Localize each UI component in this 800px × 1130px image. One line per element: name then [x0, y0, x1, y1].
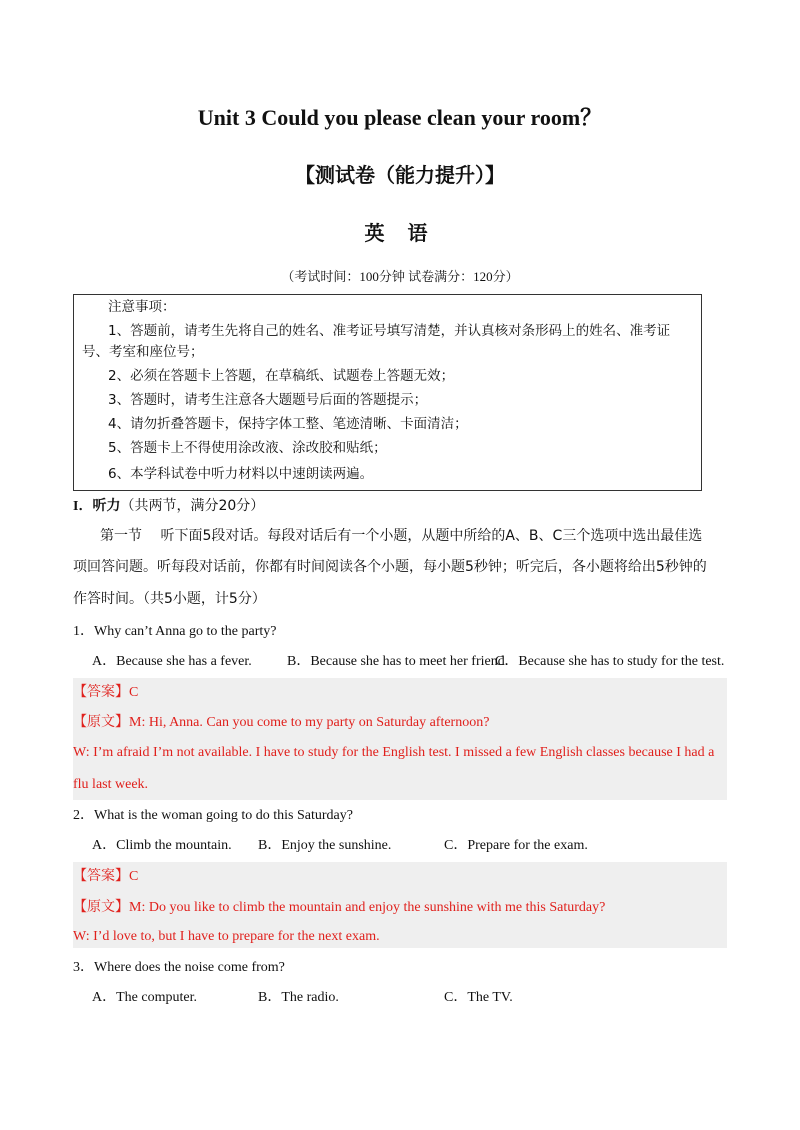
script-text: W: I’d love to, but I have to prepare for the next exam. [73, 929, 380, 944]
script-text: M: Hi, Anna. Can you come to my party on Saturday afternoon? [129, 715, 490, 730]
notice-item: 2、必须在答题卡上答题，在草稿纸、试题卷上答题无效； [108, 368, 455, 384]
answer-value: C [129, 685, 139, 700]
notice-item: 5、答题卡上不得使用涂改液、涂改胶和贴纸； [108, 440, 387, 456]
option-a: A．Because she has a fever. [92, 654, 252, 669]
option-a: A．The computer. [92, 990, 197, 1005]
script-line [73, 895, 605, 920]
script-line [73, 710, 489, 735]
instruction-line: 作答时间。（共5小题，计5分） [73, 591, 266, 607]
instruction-line: 项回答问题。听每段对话前，你都有时间阅读各个小题，每小题5秒钟；听完后，各小题将给出5秒钟的 [73, 559, 707, 575]
notice-heading: 注意事项： [108, 299, 176, 315]
option-b: B．The radio. [258, 990, 339, 1005]
notice-box [73, 294, 702, 491]
script-text: W: I’m afraid I’m not available. I have to study for the English test. I missed a few English classes because I had a [73, 745, 715, 760]
answer-value: C [129, 869, 139, 884]
notice-item: 3、答题时，请考生注意各大题题号后面的答题提示； [108, 392, 428, 408]
page-title: Unit 3 Could you please clean your room？ [197, 105, 603, 130]
option-c: C．The TV. [444, 990, 513, 1005]
script-tag: 【原文】 [73, 899, 129, 915]
script-tag: 【原文】 [73, 714, 129, 730]
instruction-line: 第一节 听下面5段对话。每段对话后有一个小题，从题中所给的A、B、C三个选项中选出最佳选 [100, 528, 703, 544]
script-text: M: Do you like to climb the mountain and enjoy the sunshine with me this Saturday? [129, 900, 606, 915]
question-stem: 3．Where does the noise come from? [73, 960, 285, 975]
option-c: C．Prepare for the exam. [444, 838, 588, 853]
notice-item: 4、请勿折叠答题卡，保持字体工整、笔迹清晰、卡面清洁； [108, 416, 468, 432]
script-text: flu last week. [73, 777, 149, 792]
option-b: B．Because she has to meet her friend. [287, 654, 509, 669]
section-heading [73, 494, 264, 519]
option-b: B．Enjoy the sunshine. [258, 838, 392, 853]
notice-item: 号、考室和座位号； [82, 344, 204, 360]
answer-tag: 【答案】 [73, 684, 129, 700]
answer-box [73, 862, 727, 948]
option-c: C．Because she has to study for the test. [495, 654, 725, 669]
notice-item: 1、答题前，请考生先将自己的姓名、准考证号填写清楚，并认真核对条形码上的姓名、准考证 [108, 323, 671, 339]
notice-item: 6、本学科试卷中听力材料以中速朗读两遍。 [108, 466, 374, 482]
subject-heading: 英 语 [364, 221, 436, 245]
question-stem: 2．What is the woman going to do this Saturday? [73, 808, 353, 823]
answer-box [73, 678, 727, 800]
answer-line [73, 864, 138, 889]
exam-info: （考试时间：100分钟 试卷满分：120分） [281, 269, 519, 284]
answer-tag: 【答案】 [73, 868, 129, 884]
page-subtitle: 【测试卷（能力提升）】 [295, 163, 505, 187]
section-note: （共两节，满分20分） [120, 498, 265, 514]
section-label: I．听力 [73, 499, 121, 514]
answer-line [73, 680, 138, 705]
question-stem: 1．Why can’t Anna go to the party? [73, 624, 277, 639]
option-a: A．Climb the mountain. [92, 838, 232, 853]
